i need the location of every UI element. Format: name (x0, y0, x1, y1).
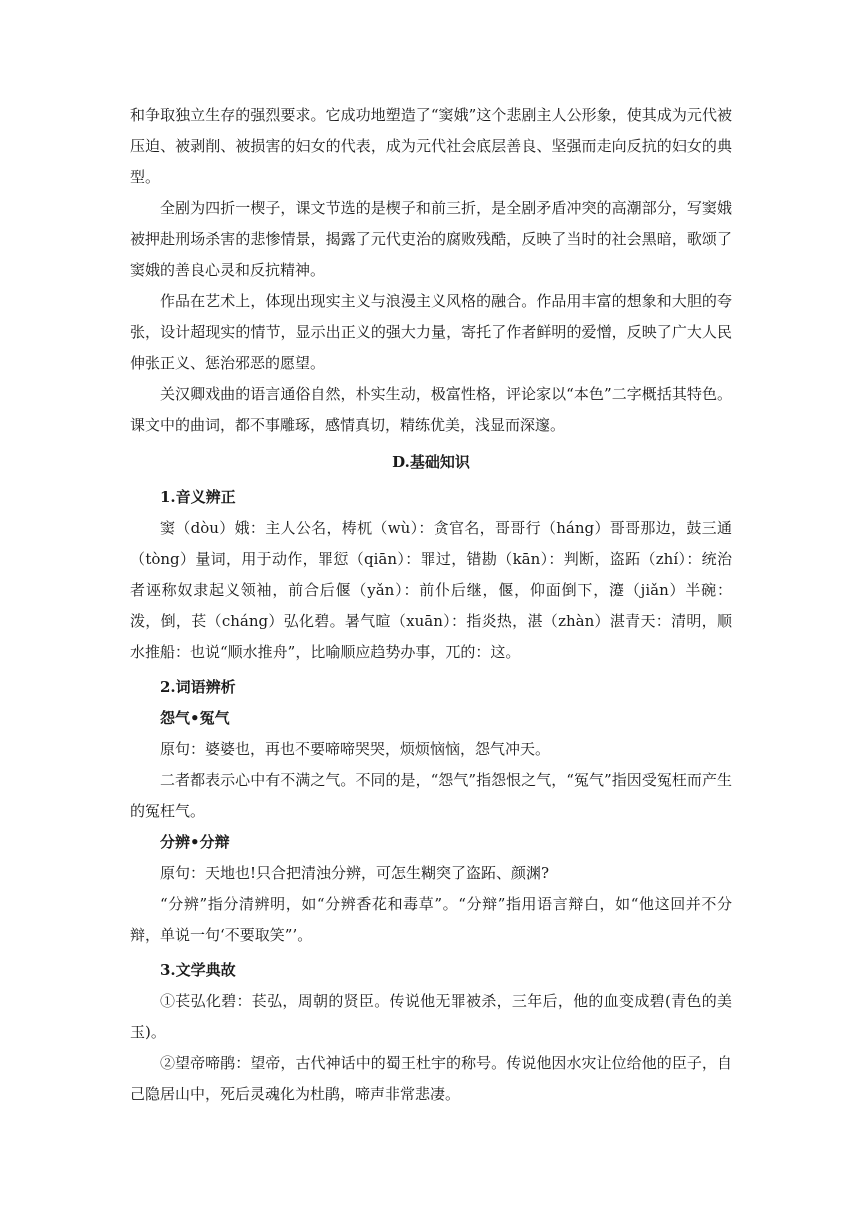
term-pair-1: 怨气•冤气 (160, 709, 230, 727)
pronunciation-paragraph: 窦（dòu）娥：主人公名，梼杌（wù）：贪官名，哥哥行（háng）哥哥那边，鼓三通（tòng）量词，用于动作，罪愆（qiān）：罪过，错勘（kān）：判断，盗跖（zhí）：统治者诬称奴隶起义领袖，前合后偃（yǎn）：前仆后继，偃，仰面倒下，瀽（jiǎn）半碗：泼，倒，苌（cháng）弘化碧。暑气暄（xuān）：指炎热，湛（zhàn）湛青天：清明，顺水推船：也说“顺水推舟”，比喻顺应趋势办事，兀的：这。 (130, 519, 732, 661)
term-pair-2-explain: “分辨”指分清辨明，如“分辨香花和毒草”。“分辩”指用语言辩白，如“他这回并不分辩，单说一句‘不要取笑”’。 (130, 895, 732, 944)
term-pair-2: 分辨•分辩 (160, 833, 230, 851)
intro-paragraph-3: 作品在艺术上，体现出现实主义与浪漫主义风格的融合。作品用丰富的想象和大胆的夸张，设计超现实的情节，显示出正义的强大力量，寄托了作者鲜明的爱憎，反映了广大人民伸张正义、惩治邪恶的愿望。 (130, 292, 732, 372)
heading-word-analysis: 2.词语辨析 (160, 678, 236, 696)
heading-pronunciation: 1.音义辨正 (160, 488, 236, 506)
document-page (130, 100, 732, 1110)
allusion-item-1: ①苌弘化碧：苌弘，周朝的贤臣。传说他无罪被杀，三年后，他的血变成碧(青色的美玉)。 (130, 992, 732, 1041)
heading-allusions: 3.文学典故 (160, 961, 236, 979)
term-pair-1-example: 原句：婆婆也，再也不要啼啼哭哭，烦烦恼恼，怨气冲天。 (160, 740, 551, 758)
term-pair-2-example: 原句：天地也!只合把清浊分辨，可怎生糊突了盗跖、颜渊? (160, 864, 550, 882)
intro-paragraph-4: 关汉卿戏曲的语言通俗自然，朴实生动，极富性格，评论家以“本色”二字概括其特色。课文中的曲词，都不事雕琢，感情真切，精练优美，浅显而深邃。 (130, 385, 732, 434)
term-pair-1-explain: 二者都表示心中有不满之气。不同的是，“怨气”指怨恨之气，“冤气”指因受冤枉而产生的冤枉气。 (130, 771, 732, 820)
section-title: D.基础知识 (392, 453, 470, 471)
intro-paragraph-2: 全剧为四折一楔子，课文节选的是楔子和前三折，是全剧矛盾冲突的高潮部分，写窦娥被押赴刑场杀害的悲惨情景，揭露了元代吏治的腐败残酷，反映了当时的社会黑暗，歌颂了窦娥的善良心灵和反抗精神。 (130, 199, 732, 279)
allusion-item-2: ②望帝啼鹃：望帝，古代神话中的蜀王杜宇的称号。传说他因水灾让位给他的臣子，自己隐居山中，死后灵魂化为杜鹃，啼声非常悲凄。 (130, 1054, 732, 1103)
intro-paragraph-1: 和争取独立生存的强烈要求。它成功地塑造了“窦娥”这个悲剧主人公形象，使其成为元代被压迫、被剥削、被损害的妇女的代表，成为元代社会底层善良、坚强而走向反抗的妇女的典型。 (130, 106, 732, 186)
